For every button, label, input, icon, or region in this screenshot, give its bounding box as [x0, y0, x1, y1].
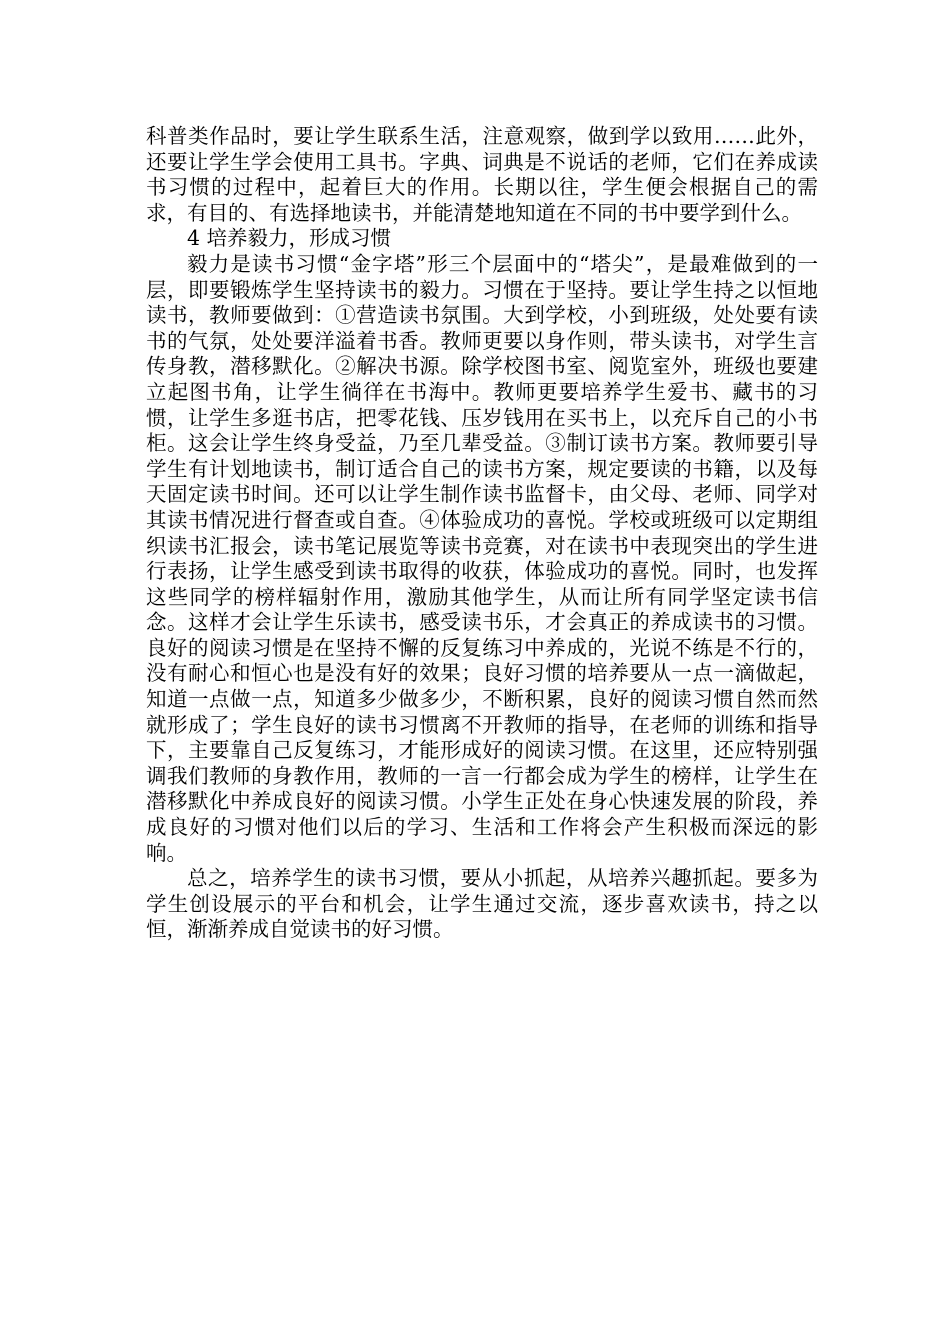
- paragraph-conclusion: 总之，培养学生的读书习惯，要从小抓起，从培养兴趣抓起。要多为学生创设展示的平台和机会，让学生通过交流，逐步喜欢读书，持之以恒，渐渐养成自觉读书的好习惯。: [146, 866, 818, 942]
- paragraph-continuation: 科普类作品时，要让学生联系生活，注意观察，做到学以致用……此外，还要让学生学会使用工具书。字典、词典是不说话的老师，它们在养成读书习惯的过程中，起着巨大的作用。长期以往，学生便会根据自己的需求，有目的、有选择地读书，并能清楚地知道在不同的书中要学到什么。: [146, 124, 818, 225]
- paragraph-perseverance: 毅力是读书习惯“金字塔”形三个层面中的“塔尖”，是最难做到的一层，即要锻炼学生坚持读书的毅力。习惯在于坚持。要让学生持之以恒地读书，教师要做到：①营造读书氛围。大到学校，小到班级，处处要有读书的气氛，处处要洋溢着书香。教师更要以身作则，带头读书，对学生言传身教，潜移默化。②解决书源。除学校图书室、阅览室外，班级也要建立起图书角，让学生徜徉在书海中。教师更要培养学生爱书、藏书的习惯，让学生多逛书店，把零花钱、压岁钱用在买书上，以充斥自己的小书柜。这会让学生终身受益，乃至几辈受益。③制订读书方案。教师要引导学生有计划地读书，制订适合自己的读书方案，规定要读的书籍，以及每天固定读书时间。还可以让学生制作读书监督卡，由父母、老师、同学对其读书情况进行督查或自查。④体验成功的喜悦。学校或班级可以定期组织读书汇报会，读书笔记展览等读书竞赛，对在读书中表现突出的学生进行表扬，让学生感受到读书取得的收获，体验成功的喜悦。同时，也发挥这些同学的榜样辐射作用，激励其他学生，从而让所有同学坚定读书信念。这样才会让学生乐读书，感受读书乐，才会真正的养成读书的习惯。良好的阅读习惯是在坚持不懈的反复练习中养成的，光说不练是不行的，没有耐心和恒心也是没有好的效果；良好习惯的培养要从一点一滴做起，知道一点做一点，知道多少做多少，不断积累，良好的阅读习惯自然而然就形成了；学生良好的读书习惯离不开教师的指导，在老师的训练和指导下，主要靠自己反复练习，才能形成好的阅读习惯。在这里，还应特别强调我们教师的身教作用，教师的一言一行都会成为学生的榜样，让学生在潜移默化中养成良好的阅读习惯。小学生正处在身心快速发展的阶段，养成良好的习惯对他们以后的学习、生活和工作将会产生积极而深远的影响。: [146, 251, 818, 865]
- document-body: [146, 124, 818, 943]
- section-heading: 4 培养毅力，形成习惯: [187, 226, 392, 251]
